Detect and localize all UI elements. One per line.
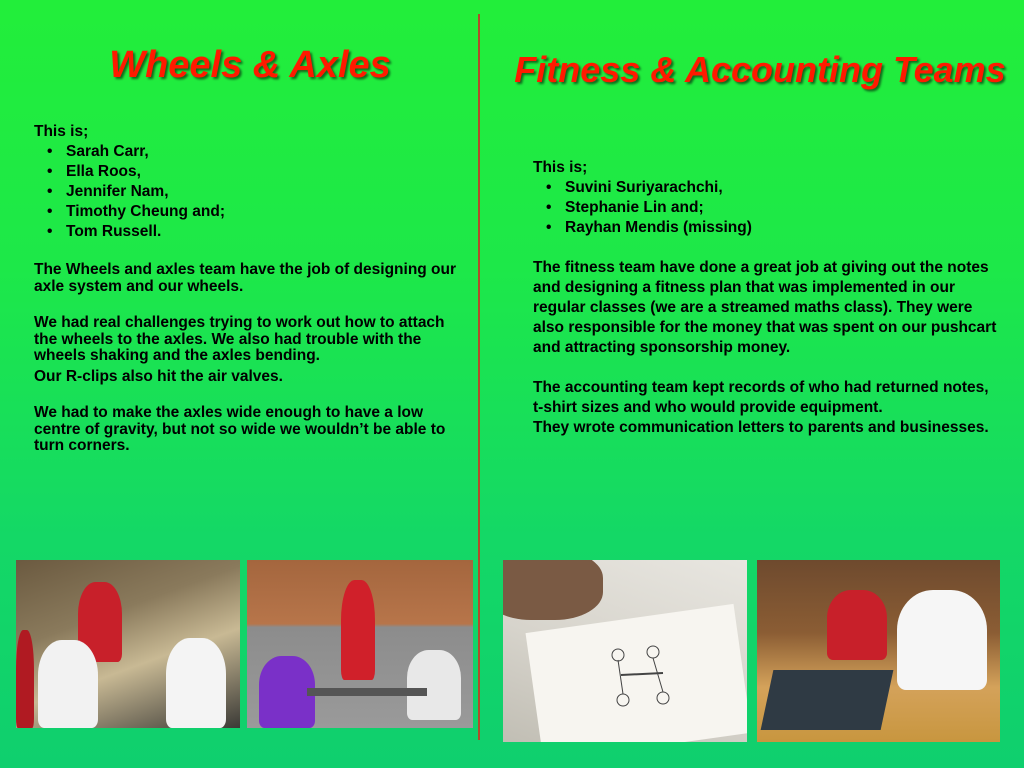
fitness-accounting-text	[533, 158, 1003, 438]
list-item: • Suvini Suriyarachchi,	[565, 178, 1003, 198]
left-paragraph-2: We had real challenges trying to work out how to attach the wheels to the axles. We also had trouble with the wheels shaking and the axles bending.	[34, 314, 445, 364]
fitness-accounting-title: Fitness & Accounting Teams	[514, 49, 1006, 90]
students-laptop-photo	[757, 560, 1000, 742]
sketch-icon	[503, 560, 747, 742]
right-member-list	[533, 178, 1003, 238]
list-item: • Stephanie Lin and;	[565, 198, 1003, 218]
list-item: • Tom Russell.	[66, 222, 466, 242]
classroom-workshop-photo	[16, 560, 240, 728]
axle-drawing-photo	[503, 560, 747, 742]
right-paragraph-3: They wrote communication letters to parents and businesses.	[533, 419, 989, 436]
list-item: • Rayhan Mendis (missing)	[565, 218, 1003, 238]
right-intro: This is;	[533, 159, 588, 176]
outdoor-axle-test-photo	[247, 560, 473, 728]
list-item: • Timothy Cheung and;	[66, 202, 466, 222]
wheels-axles-title: Wheels & Axles	[109, 44, 391, 86]
right-paragraph-2: The accounting team kept records of who had returned notes, t-shirt sizes and who would provide equipment.	[533, 379, 989, 416]
wheels-axles-text	[34, 122, 466, 455]
left-intro: This is;	[34, 123, 89, 140]
column-divider	[478, 14, 480, 740]
left-member-list	[34, 142, 466, 242]
list-item: • Ella Roos,	[66, 162, 466, 182]
left-paragraph-1: The Wheels and axles team have the job of designing our axle system and our wheels.	[34, 261, 457, 295]
right-paragraph-1: The fitness team have done a great job at giving out the notes and designing a fitness plan that was implemented in our regular classes (we are a streamed maths class). They were also responsible for the money that was spent on our pushcart and attracting sponsorship money.	[533, 259, 997, 356]
list-item: • Jennifer Nam,	[66, 182, 466, 202]
left-paragraph-4: We had to make the axles wide enough to have a low centre of gravity, but not so wide we wouldn’t be able to turn corners.	[34, 404, 446, 454]
list-item: • Sarah Carr,	[66, 142, 466, 162]
left-paragraph-3: Our R-clips also hit the air valves.	[34, 367, 283, 385]
